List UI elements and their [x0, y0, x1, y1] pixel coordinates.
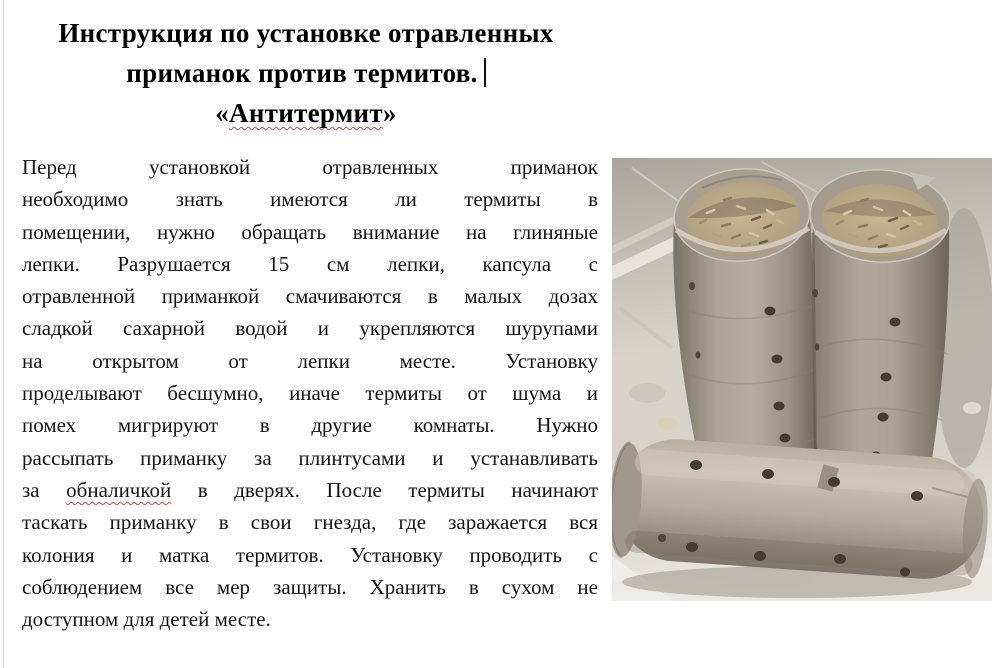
body-text-line: рассыпать приманку за плинтусами и устанавливать: [22, 445, 598, 470]
misspelled-word: Антитермит: [229, 98, 383, 128]
title-line-2: [0, 53, 612, 93]
title-line-2-text: приманок против термитов.: [126, 58, 478, 88]
document-title: [0, 13, 612, 133]
misspelled-word: обналичкой: [66, 477, 172, 502]
body-text-line: за обналичкой в дверях. После термиты начинают: [22, 477, 598, 502]
body-text-line: таскать приманку в свои гнезда, где заражается вся: [22, 510, 598, 535]
body-text-line: помех мигрируют в другие комнаты. Нужно: [22, 413, 598, 438]
body-text-line: помещении, нужно обращать внимание на глиняные: [22, 219, 598, 244]
body-text-line: проделывают бесшумно, иначе термиты от шума и: [22, 381, 598, 406]
body-text-line: соблюдением все мер защиты. Хранить в сухом не: [22, 574, 598, 599]
body-text-line: колония и матка термитов. Установку проводить с: [22, 542, 598, 567]
body-text-line: лепки. Разрушается 15 см лепки, капсула с: [22, 251, 598, 276]
bait-tubes-photo: [612, 158, 992, 601]
body-text-line: сладкой сахарной водой и укрепляются шурупами: [22, 316, 598, 341]
body-text-line: необходимо знать имеются ли термиты в: [22, 187, 598, 212]
body-text-line: Перед установкой отравленных приманок: [22, 155, 598, 179]
title-line-1: Инструкция по установке отравленных: [58, 18, 554, 48]
body-paragraph: [22, 151, 598, 635]
body-text-line: доступном для детей месте.: [22, 607, 271, 632]
body-text-line: на открытом от лепки месте. Установку: [22, 348, 598, 373]
body-text-line: отравленной приманкой смачиваются в малых дозах: [22, 284, 598, 309]
title-line-3: «Антитермит»: [215, 98, 397, 128]
text-cursor: [484, 58, 486, 87]
